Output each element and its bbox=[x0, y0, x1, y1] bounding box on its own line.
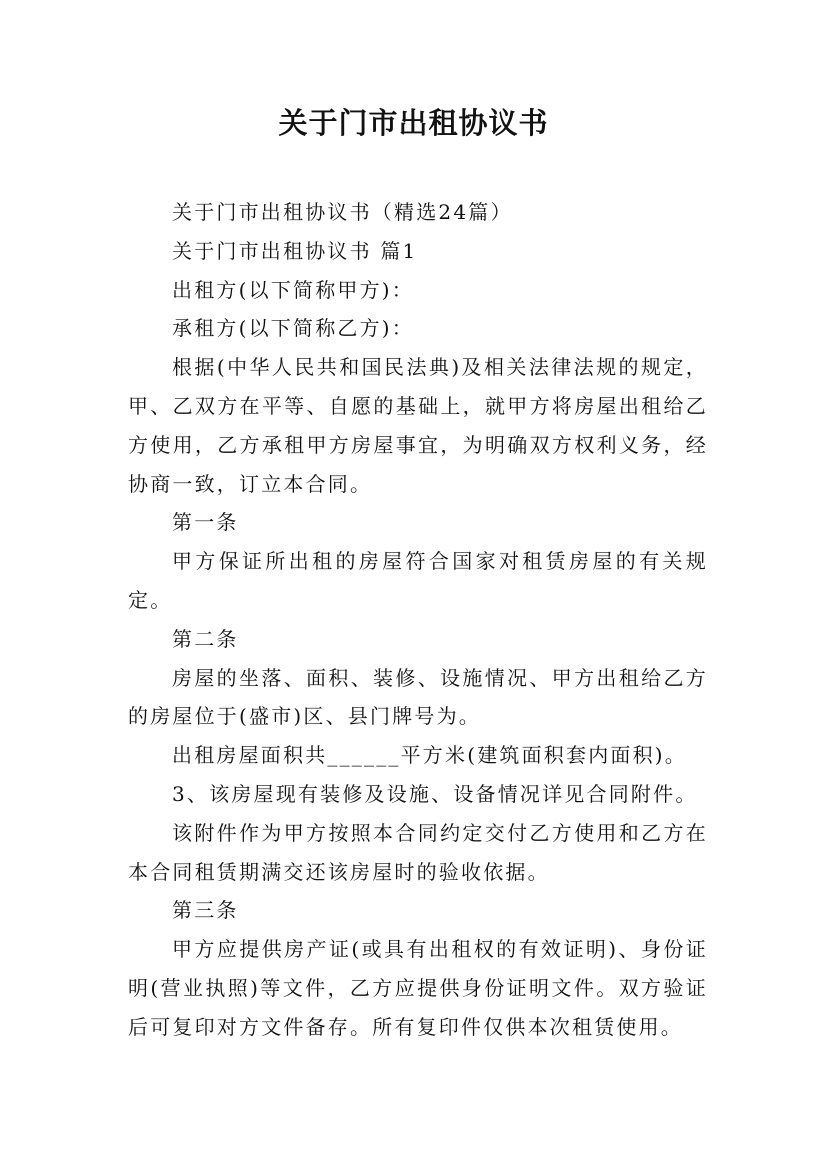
paragraph-article-1-text: 甲方保证所出租的房屋符合国家对租赁房屋的有关规定。 bbox=[128, 549, 708, 612]
paragraph-lessee: 承租方(以下简称乙方)： bbox=[172, 316, 415, 341]
paragraph-article-2-heading: 第二条 bbox=[172, 626, 239, 651]
paragraph-subtitle: 关于门市出租协议书（精选24篇） bbox=[172, 200, 513, 224]
paragraph-article-3-heading: 第三条 bbox=[172, 898, 239, 923]
paragraph-article-2-area: 出租房屋面积共______平方米(建筑面积套内面积)。 bbox=[172, 743, 688, 768]
paragraph-article-2-fittings: 3、该房屋现有装修及设施、设备情况详见合同附件。 bbox=[172, 781, 698, 806]
paragraph-article-1-heading: 第一条 bbox=[172, 510, 239, 535]
paragraph-preamble: 根据(中华人民共和国民法典)及相关法律法规的规定，甲、乙双方在平等、自愿的基础上，就甲方将房屋出租给乙方使用，乙方承租甲方房屋事宜，为明确双方权利义务，经协商一致，订立本合同。 bbox=[128, 355, 708, 496]
document-body bbox=[128, 193, 708, 1047]
paragraph-article-2-attachment: 该附件作为甲方按照本合同约定交付乙方使用和乙方在本合同租赁期满交还该房屋时的验收依据。 bbox=[128, 820, 708, 884]
paragraph-article-2-location: 房屋的坐落、面积、装修、设施情况、甲方出租给乙方的房屋位于(盛市)区、县门牌号为。 bbox=[128, 665, 708, 729]
paragraph-article-3-text: 甲方应提供房产证(或具有出租权的有效证明)、身份证明(营业执照)等文件，乙方应提供身份证明文件。双方验证后可复印对方文件备存。所有复印件仅供本次租赁使用。 bbox=[128, 937, 708, 1039]
paragraph-section-heading: 关于门市出租协议书 篇1 bbox=[172, 238, 418, 263]
document-title: 关于门市出租协议书 bbox=[278, 106, 549, 140]
paragraph-lessor: 出租方(以下简称甲方)： bbox=[172, 277, 415, 302]
